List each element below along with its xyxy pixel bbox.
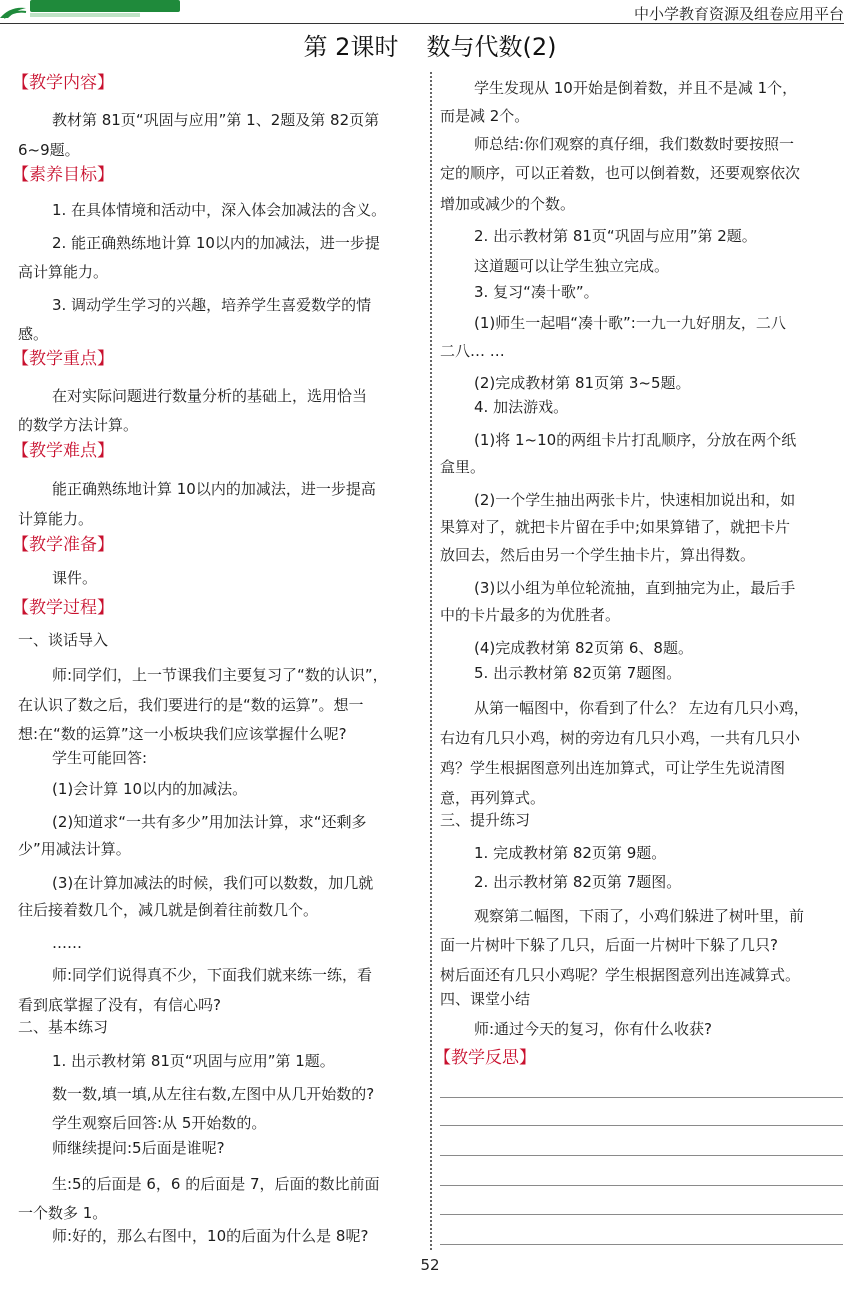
text-line: 这道题可以让学生独立完成。: [474, 257, 670, 275]
text-line: 而是减 2个。: [440, 107, 530, 125]
text-line: 在对实际问题进行数量分析的基础上，选用恰当: [52, 387, 368, 405]
section-heading-reflection: 【教学反思】: [434, 1048, 536, 1068]
text-line: (3)以小组为单位轮流抽，直到抽完为止，最后手: [474, 579, 796, 597]
platform-name: 中小学教育资源及组卷应用平台: [633, 5, 844, 23]
logo: [0, 0, 190, 20]
section-heading-difficulty: 【教学难点】: [12, 441, 114, 461]
text-line: 观察第二幅图，下雨了，小鸡们躲进了树叶里，前: [474, 907, 805, 925]
section-heading-prep: 【教学准备】: [12, 535, 114, 555]
text-line: 学生观察后回答:从 5开始数的。: [52, 1114, 267, 1132]
page-number: 52: [420, 1256, 440, 1274]
text-line: ……: [52, 934, 82, 952]
reflection-line: [440, 1244, 843, 1245]
lesson-number: 第 2课时: [303, 33, 399, 61]
text-line: 盒里。: [440, 458, 486, 476]
text-line: 能正确熟练地计算 10以内的加减法，进一步提高: [52, 480, 376, 498]
reflection-line: [440, 1214, 843, 1215]
text-line: 鸡？学生根据图意列出连加算式，可让学生先说清图: [440, 759, 786, 777]
reflection-line: [440, 1097, 843, 1098]
text-line: 3. 复习“凑十歌”。: [474, 283, 599, 301]
text-line: 从第一幅图中，你看到了什么？ 左边有几只小鸡，: [474, 699, 809, 717]
text-line: 师:通过今天的复习，你有什么收获?: [474, 1020, 713, 1038]
text-line: 一个数多 1。: [18, 1204, 108, 1222]
column-divider: [430, 72, 432, 1250]
text-line: 意，再列算式。: [440, 789, 546, 807]
text-line: 师:好的，那么右图中，10的后面为什么是 8呢?: [52, 1227, 369, 1245]
text-line: 2. 出示教材第 82页第 7题图。: [474, 873, 682, 891]
text-line: (1)师生一起唱“凑十歌”:一九一九好朋友，二八: [474, 314, 786, 332]
text-line: (4)完成教材第 82页第 6、8题。: [474, 639, 693, 657]
text-line: 右边有几只小鸡，树的旁边有几只小鸡，一共有几只小: [440, 729, 801, 747]
text-line: (3)在计算加减法的时候，我们可以数数，加几就: [52, 874, 374, 892]
reflection-line: [440, 1155, 843, 1156]
text-line: 看到底掌握了没有，有信心吗?: [18, 996, 221, 1014]
text-line: 面一片树叶下躲了几只，后面一片树叶下躲了几只?: [440, 936, 778, 954]
section-heading-content: 【教学内容】: [12, 73, 114, 93]
text-line: 中的卡片最多的为优胜者。: [440, 606, 621, 624]
reflection-line: [440, 1185, 843, 1186]
text-line: 师总结:你们观察的真仔细，我们数数时要按照一: [474, 135, 795, 153]
reflection-line: [440, 1125, 843, 1126]
text-line: 3. 调动学生学习的兴趣，培养学生喜爱数学的情: [52, 296, 372, 314]
text-line: 课件。: [52, 569, 98, 587]
text-line: 学生可能回答:: [52, 749, 148, 767]
text-line: 4. 加法游戏。: [474, 398, 569, 416]
text-line: 1. 完成教材第 82页第 9题。: [474, 844, 667, 862]
subsection-heading: 二、基本练习: [18, 1018, 109, 1036]
text-line: 5. 出示教材第 82页第 7题图。: [474, 664, 682, 682]
logo-icon: [0, 0, 190, 20]
subsection-heading: 一、谈话导入: [18, 631, 109, 649]
text-line: 在认识了数之后，我们要进行的是“数的运算”。想一: [18, 696, 364, 714]
subsection-heading: 四、课堂小结: [440, 990, 531, 1008]
text-line: (1)会计算 10以内的加减法。: [52, 780, 248, 798]
section-heading-goals: 【素养目标】: [12, 165, 114, 185]
text-line: 学生发现从 10开始是倒着数，并且不是减 1个，: [474, 79, 798, 97]
section-heading-key: 【教学重点】: [12, 349, 114, 369]
text-line: 数一数,填一填,从左往右数,左图中从几开始数的?: [52, 1085, 375, 1103]
text-line: 1. 出示教材第 81页“巩固与应用”第 1题。: [52, 1052, 335, 1070]
text-line: (2)知道求“一共有多少”用加法计算，求“还剩多: [52, 813, 367, 831]
text-line: 放回去，然后由另一个学生抽卡片，算出得数。: [440, 546, 756, 564]
text-line: 6~9题。: [18, 141, 80, 159]
text-line: 果算对了，就把卡片留在手中;如果算错了，就把卡片: [440, 518, 791, 536]
subsection-heading: 三、提升练习: [440, 811, 531, 829]
text-line: 1. 在具体情境和活动中，深入体会加减法的含义。: [52, 201, 387, 219]
text-line: 师:同学们，上一节课我们主要复习了“数的认识”，: [52, 666, 388, 684]
text-line: 高计算能力。: [18, 263, 109, 281]
text-line: 少”用减法计算。: [18, 840, 131, 858]
text-line: 树后面还有几只小鸡呢？学生根据图意列出连减算式。: [440, 966, 801, 984]
lesson-topic: 数与代数(2): [426, 33, 557, 61]
text-line: 感。: [18, 325, 49, 343]
text-line: 师:同学们说得真不少，下面我们就来练一练，看: [52, 966, 373, 984]
text-line: 定的顺序，可以正着数，也可以倒着数，还要观察依次: [440, 164, 801, 182]
text-line: 计算能力。: [18, 510, 94, 528]
text-line: 师继续提问:5后面是谁呢?: [52, 1139, 225, 1157]
section-heading-process: 【教学过程】: [12, 598, 114, 618]
text-line: (2)完成教材第 81页第 3~5题。: [474, 374, 691, 392]
text-line: 2. 能正确熟练地计算 10以内的加减法，进一步提: [52, 234, 380, 252]
text-line: 生:5的后面是 6，6 的后面是 7，后面的数比前面: [52, 1175, 380, 1193]
text-line: (2)一个学生抽出两张卡片，快速相加说出和，如: [474, 491, 796, 509]
text-line: 2. 出示教材第 81页“巩固与应用”第 2题。: [474, 227, 757, 245]
header-rule: [0, 23, 844, 24]
text-line: 教材第 81页“巩固与应用”第 1、2题及第 82页第: [52, 111, 380, 129]
text-line: 往后接着数几个，减几就是倒着往前数几个。: [18, 901, 319, 919]
text-line: (1)将 1~10的两组卡片打乱顺序，分放在两个纸: [474, 431, 797, 449]
text-line: 二八… …: [440, 342, 505, 360]
text-line: 增加或减少的个数。: [440, 195, 576, 213]
text-line: 想:在“数的运算”这一小板块我们应该掌握什么呢?: [18, 725, 347, 743]
text-line: 的数学方法计算。: [18, 416, 139, 434]
page-title: [0, 27, 860, 62]
